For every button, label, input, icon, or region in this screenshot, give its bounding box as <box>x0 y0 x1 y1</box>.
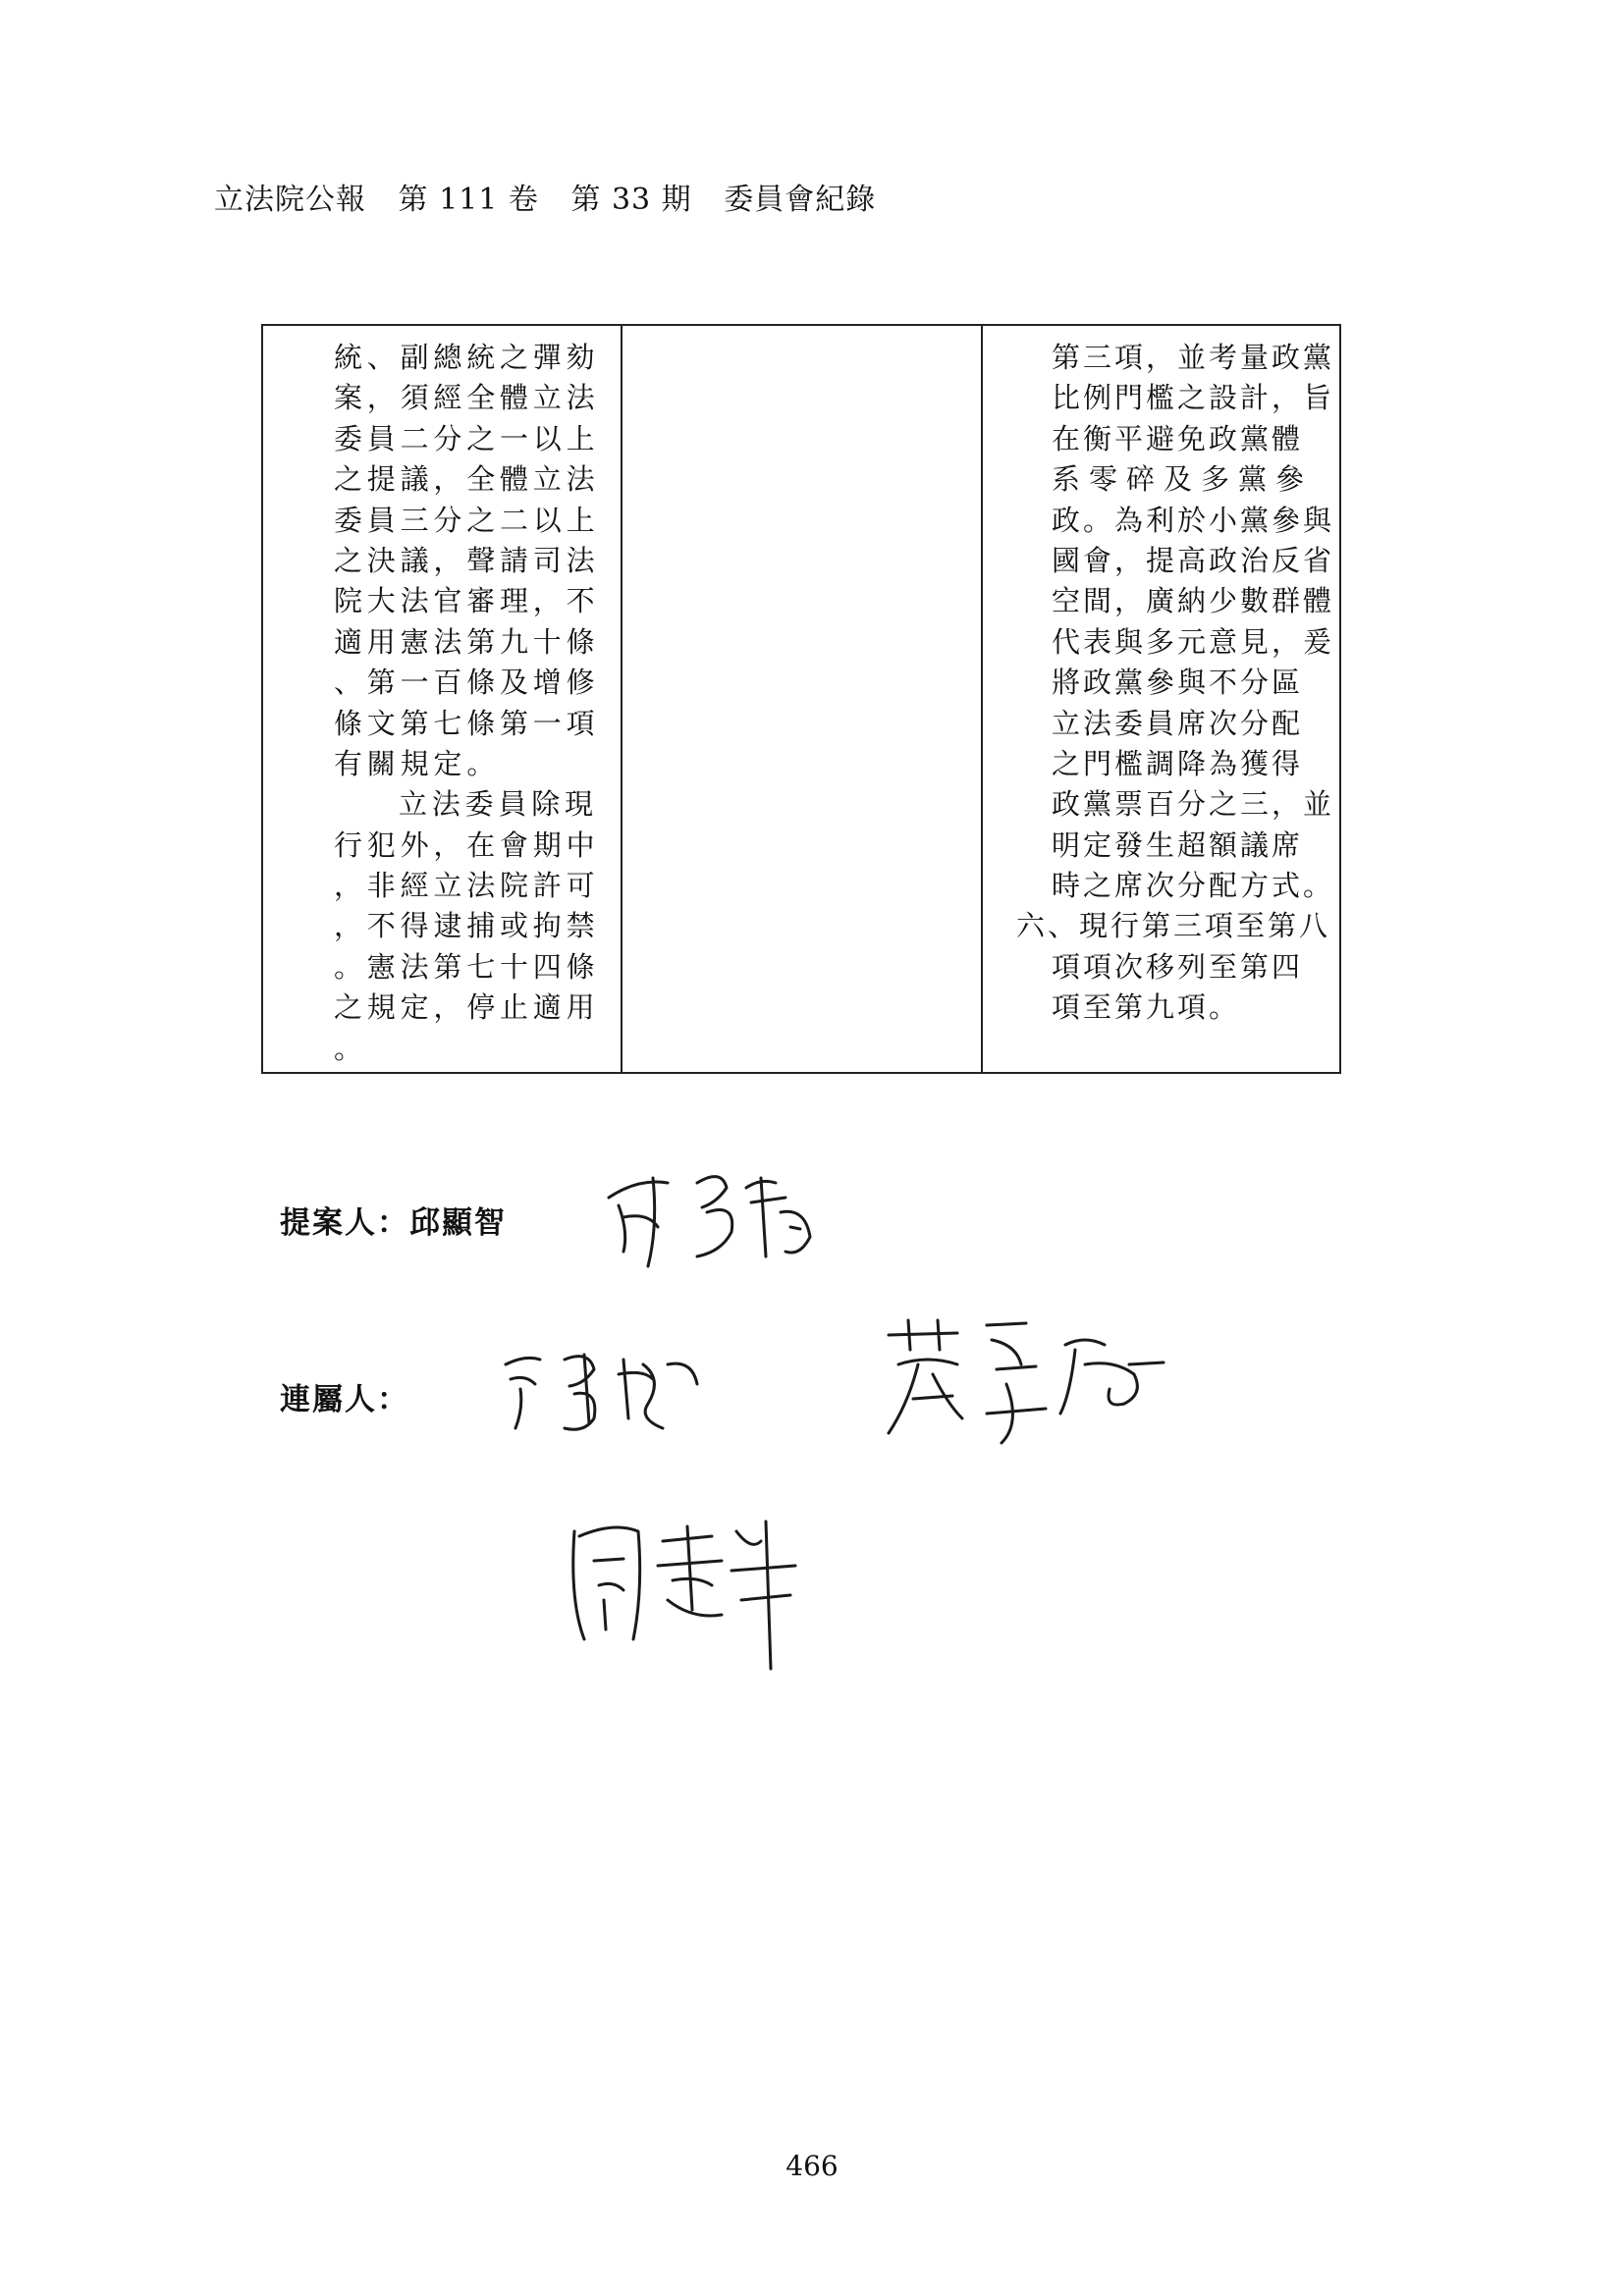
page-number: 466 <box>785 2150 839 2182</box>
table-line: 立法委員除現 <box>399 787 598 822</box>
table-line: 委員三分之二以上 <box>334 503 600 537</box>
table-line: 在衡平避免政黨體 <box>1052 421 1304 455</box>
table-line: 項至第九項。 <box>1052 990 1241 1025</box>
table-line: 有關規定。 <box>334 746 501 780</box>
section-title: 委員會紀錄 <box>724 183 877 217</box>
volume-number: 第 111 卷 <box>398 183 539 217</box>
publication-title: 立法院公報 <box>214 183 366 217</box>
table-line: 條文第七條第一項 <box>334 706 600 740</box>
table-line: 第三項，並考量政黨 <box>1052 341 1335 374</box>
table-line: 之規定，停止適用 <box>334 990 600 1025</box>
table-line: 時之席次分配方式。 <box>1052 869 1335 903</box>
table-line: 代表與多元意見，爰 <box>1052 624 1335 659</box>
table-line: 將政黨參與不分區 <box>1052 666 1304 700</box>
table-line: 案，須經全體立法 <box>334 381 600 415</box>
table-line: 院大法官審理，不 <box>334 584 600 618</box>
cosigner-signature-1 <box>496 1325 761 1443</box>
bill-comparison-table <box>261 324 1341 1074</box>
proposer-label: 提案人：邱顯智 <box>280 1205 507 1241</box>
table-line: 統、副總統之彈劾 <box>334 341 600 374</box>
proposer-signature <box>599 1158 854 1276</box>
cosigner-signature-2 <box>879 1306 1173 1463</box>
table-line: ，不得逮捕或拘禁 <box>334 909 600 943</box>
table-line: 之決議，聲請司法 <box>334 543 600 577</box>
table-line: 比例門檻之設計，旨 <box>1052 381 1335 415</box>
table-line: 委員二分之一以上 <box>334 421 600 455</box>
table-line: 立法委員席次分配 <box>1052 706 1304 740</box>
table-line: 行犯外，在會期中 <box>334 828 600 862</box>
table-line: 明定發生超額議席 <box>1052 828 1304 862</box>
table-line: 系零碎及多黨參 <box>1052 462 1314 497</box>
table-line: 。 <box>334 1031 367 1065</box>
table-line: 空間，廣納少數群體 <box>1052 584 1335 618</box>
table-line: 之提議，全體立法 <box>334 462 600 497</box>
amendment-text-column <box>263 326 623 1072</box>
current-text-column <box>623 326 983 1072</box>
table-line: 、第一百條及增修 <box>334 666 600 700</box>
issue-number: 第 33 期 <box>570 183 692 217</box>
table-line: ，非經立法院許可 <box>334 869 600 903</box>
table-line: 政。為利於小黨參與 <box>1052 503 1335 537</box>
table-line: 六、現行第三項至第八 <box>1016 909 1331 943</box>
cosigner-signature-3 <box>555 1492 810 1688</box>
table-line: 國會，提高政治反省 <box>1052 543 1335 577</box>
table-line: 政黨票百分之三，並 <box>1052 787 1335 822</box>
running-header <box>214 175 897 218</box>
table-line: 項項次移列至第四 <box>1052 949 1304 984</box>
table-line: 之門檻調降為獲得 <box>1052 746 1304 780</box>
cosigner-label: 連屬人： <box>280 1382 409 1417</box>
table-line: 適用憲法第九十條 <box>334 624 600 659</box>
table-line: 。憲法第七十四條 <box>334 949 600 984</box>
explanation-column <box>983 326 1339 1072</box>
